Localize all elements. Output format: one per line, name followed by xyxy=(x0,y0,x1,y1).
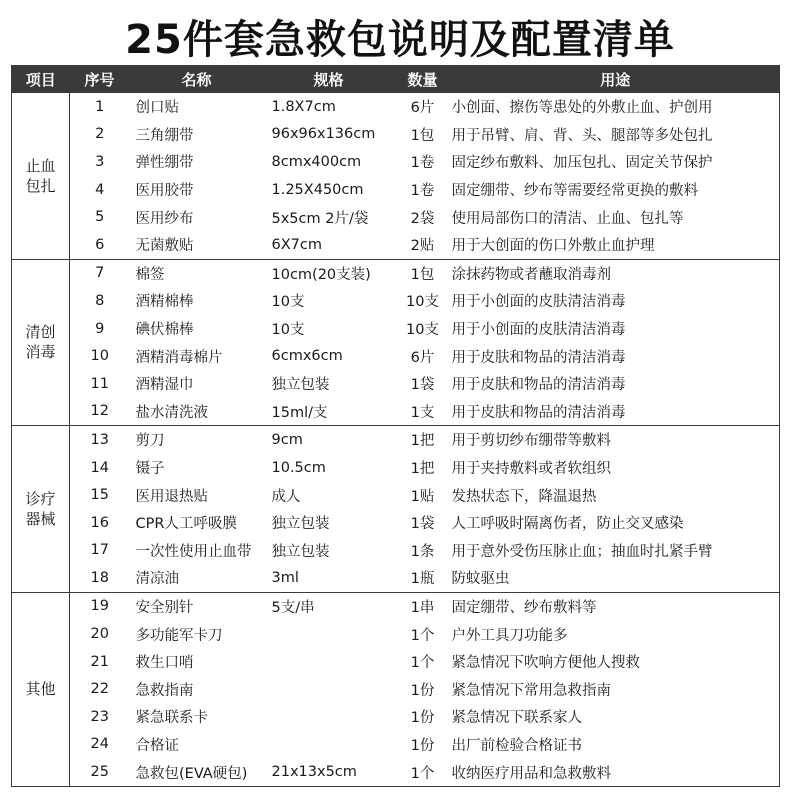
item-number: 5 xyxy=(95,209,105,226)
item-usage: 出厂前检验合格证书 xyxy=(451,737,582,754)
category-cell xyxy=(12,259,70,426)
item-quantity: 2贴 xyxy=(394,231,452,259)
category-label: 清创 xyxy=(25,323,56,342)
item-quantity: 1份 xyxy=(410,682,435,699)
item-name: 无菌敷贴 xyxy=(130,231,264,259)
item-quantity: 1包 xyxy=(410,266,435,283)
item-number: 17 xyxy=(90,542,109,559)
item-quantity: 1把 xyxy=(410,433,435,450)
table-row xyxy=(12,731,780,759)
table-row xyxy=(12,426,780,454)
item-usage: 户外工具刀功能多 xyxy=(451,627,568,644)
item-usage: 用于皮肤和物品的清洁消毒 xyxy=(451,349,626,366)
header-number: 序号 xyxy=(70,66,130,94)
category-label: 其他 xyxy=(25,680,56,699)
item-quantity: 1个 xyxy=(410,655,435,672)
item-usage: 用于剪切纱布绷带等敷料 xyxy=(451,433,611,450)
item-usage: 固定绷带、纱布等需要经常更换的敷料 xyxy=(451,183,698,200)
page-title: 25件套急救包说明及配置清单 xyxy=(125,17,675,63)
table-row xyxy=(12,454,780,482)
item-name: 清凉油 xyxy=(130,564,264,592)
item-usage: 固定绷带、纱布敷料等 xyxy=(451,599,597,616)
item-number: 8 xyxy=(95,292,105,309)
item-quantity: 1袋 xyxy=(410,377,435,394)
item-name: 酒精湿巾 xyxy=(135,377,194,394)
item-spec: 10cm(20支装) xyxy=(271,266,371,283)
item-usage: 紧急情况下联系家人 xyxy=(451,710,582,727)
table-row xyxy=(12,481,780,509)
item-spec xyxy=(264,648,394,676)
header-category: 项目 xyxy=(12,66,70,94)
item-spec: 21x13x5cm xyxy=(264,758,394,786)
item-number: 24 xyxy=(90,736,109,753)
item-quantity: 1包 xyxy=(410,127,435,144)
item-spec: 独立包装 xyxy=(271,516,330,533)
item-quantity: 1贴 xyxy=(410,488,435,505)
item-quantity: 1卷 xyxy=(410,155,435,172)
item-quantity: 1份 xyxy=(410,710,435,727)
item-quantity: 1卷 xyxy=(410,183,435,200)
item-number: 20 xyxy=(90,626,109,643)
item-spec: 5x5cm 2片/袋 xyxy=(271,210,369,227)
item-name: 剪刀 xyxy=(135,433,165,450)
item-usage: 用于小创面的皮肤清洁消毒 xyxy=(451,322,626,339)
item-number: 12 xyxy=(70,398,130,426)
item-spec: 10支 xyxy=(271,322,305,339)
item-number: 2 xyxy=(95,126,105,143)
item-number: 9 xyxy=(95,320,105,337)
item-name: 紧急联系卡 xyxy=(135,710,208,727)
item-usage: 用于夹持敷料或者软组织 xyxy=(451,461,611,478)
item-quantity: 1份 xyxy=(410,737,435,754)
item-name: 医用纱布 xyxy=(135,210,194,227)
item-quantity: 6片 xyxy=(410,349,435,366)
item-number: 13 xyxy=(90,431,109,448)
table-row xyxy=(12,398,780,426)
item-number: 10 xyxy=(90,348,109,365)
item-quantity: 10支 xyxy=(406,322,439,339)
item-spec: 6X7cm xyxy=(264,231,394,259)
item-name: 棉签 xyxy=(135,266,165,283)
item-quantity: 1瓶 xyxy=(394,564,452,592)
item-spec: 15ml/支 xyxy=(264,398,394,426)
item-number: 4 xyxy=(95,181,105,198)
item-name: 酒精消毒棉片 xyxy=(135,349,223,366)
item-number: 3 xyxy=(95,153,105,170)
table-body xyxy=(12,93,780,786)
item-number: 7 xyxy=(95,265,105,282)
item-name: 盐水清洗液 xyxy=(130,398,264,426)
header-usage: 用途 xyxy=(452,66,780,94)
item-usage: 紧急情况下吹响方便他人搜救 xyxy=(451,655,640,672)
item-name: 碘伏棉棒 xyxy=(135,322,194,339)
table-row xyxy=(12,287,780,315)
item-spec: 3ml xyxy=(264,564,394,592)
table-row xyxy=(12,93,780,121)
item-number: 6 xyxy=(70,231,130,259)
table-row xyxy=(12,203,780,231)
item-usage: 紧急情况下常用急救指南 xyxy=(451,682,611,699)
item-number: 1 xyxy=(95,98,105,115)
table-header xyxy=(12,66,780,94)
category-cell xyxy=(12,426,70,593)
item-usage: 小创面、擦伤等患处的外敷止血、护创用 xyxy=(451,100,713,117)
item-usage: 用于小创面的皮肤清洁消毒 xyxy=(451,294,626,311)
item-quantity: 1袋 xyxy=(410,516,435,533)
table-row xyxy=(12,176,780,204)
table-row xyxy=(12,620,780,648)
table-row xyxy=(12,648,780,676)
item-number: 21 xyxy=(90,653,109,670)
item-quantity: 1个 xyxy=(394,758,452,786)
item-usage: 人工呼吸时隔离伤者，防止交叉感染 xyxy=(451,516,684,533)
item-usage: 用于皮肤和物品的清洁消毒 xyxy=(452,398,780,426)
item-spec: 9cm xyxy=(271,431,303,448)
item-name: 医用退热贴 xyxy=(135,488,208,505)
item-name: 多功能军卡刀 xyxy=(135,627,223,644)
item-spec xyxy=(264,703,394,731)
item-spec: 独立包装 xyxy=(271,543,330,560)
header-spec: 规格 xyxy=(264,66,394,94)
item-spec xyxy=(264,620,394,648)
item-name: 合格证 xyxy=(135,737,179,754)
table-row xyxy=(12,564,780,592)
item-quantity: 2袋 xyxy=(410,210,435,227)
item-quantity: 1个 xyxy=(410,627,435,644)
item-usage: 涂抹药物或者蘸取消毒剂 xyxy=(451,266,611,283)
item-number: 25 xyxy=(70,758,130,786)
item-spec: 96x96x136cm xyxy=(271,126,376,143)
config-table xyxy=(11,65,780,787)
item-usage: 防蚊驱虫 xyxy=(452,564,780,592)
category-cell xyxy=(12,592,70,786)
item-number: 23 xyxy=(90,708,109,725)
item-usage: 用于大创面的伤口外敷止血护理 xyxy=(452,231,780,259)
table-row xyxy=(12,758,780,786)
item-name: 三角绷带 xyxy=(135,127,194,144)
item-usage: 收纳医疗用品和急救敷料 xyxy=(452,758,780,786)
item-quantity: 1支 xyxy=(394,398,452,426)
item-name: 镊子 xyxy=(135,461,165,478)
category-label: 消毒 xyxy=(25,343,56,362)
table-row xyxy=(12,231,780,259)
item-name: 急救指南 xyxy=(135,682,194,699)
item-quantity: 1串 xyxy=(410,599,435,616)
item-name: 安全别针 xyxy=(135,599,194,616)
table-row xyxy=(12,148,780,176)
item-number: 22 xyxy=(90,681,109,698)
item-quantity: 1把 xyxy=(410,461,435,478)
item-name: CPR人工呼吸膜 xyxy=(135,516,237,533)
item-number: 15 xyxy=(90,487,109,504)
category-label: 器械 xyxy=(25,509,56,528)
item-quantity: 6片 xyxy=(410,100,435,117)
item-quantity: 10支 xyxy=(406,294,439,311)
item-usage: 用于皮肤和物品的清洁消毒 xyxy=(451,377,626,394)
item-name: 医用胶带 xyxy=(135,183,194,200)
table-row xyxy=(12,121,780,149)
table-row xyxy=(12,703,780,731)
category-label: 诊疗 xyxy=(25,489,56,508)
item-name: 酒精棉棒 xyxy=(135,294,194,311)
table-row xyxy=(12,592,780,620)
item-usage: 用于意外受伤压脉止血；抽血时扎紧手臂 xyxy=(451,543,713,560)
table-row xyxy=(12,259,780,287)
item-quantity: 1条 xyxy=(410,543,435,560)
category-label: 包扎 xyxy=(25,176,56,195)
table-row xyxy=(12,370,780,398)
item-name: 一次性使用止血带 xyxy=(135,543,252,560)
item-number: 19 xyxy=(90,598,109,615)
item-spec xyxy=(264,675,394,703)
item-name: 急救包(EVA硬包) xyxy=(130,758,264,786)
item-usage: 使用局部伤口的清洁、止血、包扎等 xyxy=(451,210,684,227)
item-spec: 10.5cm xyxy=(271,459,326,476)
item-usage: 固定纱布敷料、加压包扎、固定关节保护 xyxy=(451,155,713,172)
item-usage: 用于吊臂、肩、背、头、腿部等多处包扎 xyxy=(451,127,713,144)
item-spec: 5支/串 xyxy=(271,599,315,616)
table-row xyxy=(12,537,780,565)
item-name: 创口贴 xyxy=(135,100,179,117)
item-number: 11 xyxy=(90,375,109,392)
header-name: 名称 xyxy=(130,66,264,94)
item-spec: 独立包装 xyxy=(271,377,330,394)
category-cell xyxy=(12,93,70,259)
table-row xyxy=(12,509,780,537)
item-spec: 1.8X7cm xyxy=(271,98,336,115)
table-row xyxy=(12,315,780,343)
item-number: 16 xyxy=(90,514,109,531)
item-number: 14 xyxy=(90,459,109,476)
item-spec: 8cmx400cm xyxy=(271,153,362,170)
header-quantity: 数量 xyxy=(394,66,452,94)
table-row xyxy=(12,675,780,703)
item-spec: 10支 xyxy=(271,294,305,311)
item-spec: 1.25X450cm xyxy=(271,181,364,198)
item-number: 18 xyxy=(70,564,130,592)
item-spec: 成人 xyxy=(271,488,301,505)
item-name: 弹性绷带 xyxy=(135,155,194,172)
item-name: 救生口哨 xyxy=(135,655,194,672)
table-row xyxy=(12,342,780,370)
item-usage: 发热状态下，降温退热 xyxy=(451,488,597,505)
item-spec: 6cmx6cm xyxy=(271,348,343,365)
category-label: 止血 xyxy=(25,156,56,175)
item-spec xyxy=(264,731,394,759)
